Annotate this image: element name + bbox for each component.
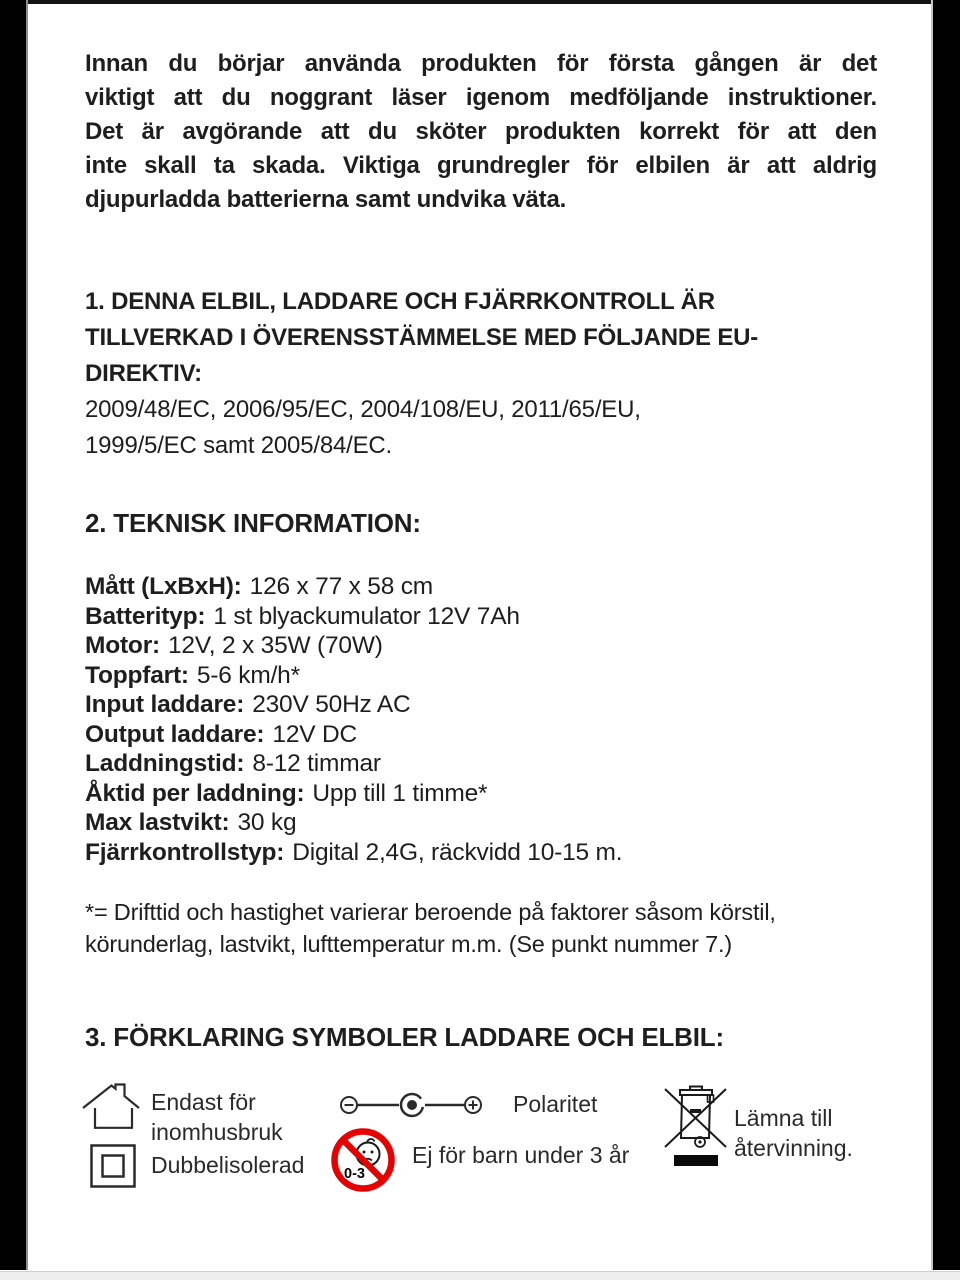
spec-value: 8-12 timmar — [252, 750, 381, 777]
polarity-label: Polaritet — [513, 1091, 598, 1117]
frame-left-bar — [0, 0, 26, 1270]
no-children-label: Ej för barn under 3 år — [412, 1142, 630, 1168]
section-1-heading-line: DIREKTIV: — [85, 360, 202, 387]
spec-value: Upp till 1 timme* — [312, 779, 488, 807]
weee-crossed-bin-icon — [664, 1084, 728, 1168]
spec-label: Åktid per laddning: — [85, 779, 305, 807]
frame-right-bar — [933, 0, 960, 1270]
spec-row — [85, 779, 622, 809]
footnote-line: *= Drifttid och hastighet varierar beroende på faktorer såsom körstil, — [85, 899, 776, 925]
section-3-heading: 3. FÖRKLARING SYMBOLER LADDARE OCH ELBIL: — [85, 1022, 724, 1052]
section-1-heading-line: 1. DENNA ELBIL, LADDARE OCH FJÄRRKONTROLL ÄR — [85, 288, 715, 315]
spec-row — [85, 661, 622, 691]
intro-line: viktigt att du noggrant läser igenom medföljande instruktioner. — [85, 84, 877, 111]
spec-value: 1 st blyackumulator 12V 7Ah — [213, 602, 520, 630]
intro-line: djupurladda batterierna samt undvika väta. — [85, 186, 567, 213]
spec-label: Batterityp: — [85, 602, 206, 630]
no-children-under-3-icon — [329, 1126, 397, 1194]
spec-value: Digital 2,4G, räckvidd 10-15 m. — [292, 838, 623, 866]
spec-row — [85, 808, 622, 838]
intro-line: Innan du börjar använda produkten för första gången är det — [85, 50, 877, 77]
age-badge: 0-3 — [344, 1166, 365, 1182]
spec-label: Motor: — [85, 632, 160, 659]
section-2-heading: 2. TEKNISK INFORMATION: — [85, 508, 421, 538]
frame-left-separator — [26, 0, 28, 1270]
spec-row — [85, 720, 622, 750]
frame-top-bar — [0, 0, 960, 4]
spec-row — [85, 690, 622, 720]
spec-label: Toppfart: — [85, 661, 189, 689]
spec-value: 12V DC — [272, 720, 357, 748]
section-1-body-line: 2009/48/EC, 2006/95/EC, 2004/108/EU, 2011/65/EU, — [85, 396, 641, 423]
spec-list — [85, 572, 622, 867]
spec-row — [85, 602, 622, 632]
spec-value: 126 x 77 x 58 cm — [249, 573, 434, 600]
section-1-eu-directives — [85, 284, 887, 464]
section-1-body-line: 1999/5/EC samt 2005/84/EC. — [85, 432, 392, 459]
spec-row — [85, 838, 622, 868]
footnote-line: körunderlag, lastvikt, lufttemperatur m.m. (Se punkt nummer 7.) — [85, 931, 732, 957]
recycling-label: Lämna till återvinning. — [734, 1105, 853, 1161]
intro-line: inte skall ta skada. Viktiga grundregler för elbilen är att aldrig — [85, 152, 877, 179]
frame-right-separator — [931, 0, 933, 1270]
spec-label: Laddningstid: — [85, 750, 245, 777]
double-insulation-icon — [90, 1144, 136, 1188]
house-icon — [82, 1083, 140, 1129]
spec-label: Output laddare: — [85, 720, 265, 748]
spec-value: 30 kg — [237, 809, 297, 836]
intro-paragraph — [85, 47, 877, 217]
spec-row — [85, 631, 622, 661]
footnote — [85, 896, 895, 960]
intro-line: Det är avgörande att du sköter produkten korrekt för att den — [85, 118, 877, 145]
spec-label: Fjärrkontrollstyp: — [85, 838, 285, 866]
section-1-heading-line: TILLVERKAD I ÖVERENSSTÄMMELSE MED FÖLJANDE EU- — [85, 324, 759, 351]
frame-bottom-strip — [0, 1271, 960, 1280]
spec-row — [85, 749, 622, 779]
spec-value: 230V 50Hz AC — [252, 691, 411, 718]
spec-label: Input laddare: — [85, 691, 245, 718]
spec-value: 12V, 2 x 35W (70W) — [168, 632, 383, 659]
indoor-use-label: Endast för inomhusbruk — [151, 1089, 283, 1145]
polarity-icon — [339, 1092, 483, 1118]
spec-value: 5-6 km/h* — [196, 661, 300, 689]
spec-label: Mått (LxBxH): — [85, 573, 242, 600]
spec-row — [85, 572, 622, 602]
double-insulation-label: Dubbelisolerad — [151, 1152, 305, 1178]
spec-label: Max lastvikt: — [85, 809, 230, 836]
